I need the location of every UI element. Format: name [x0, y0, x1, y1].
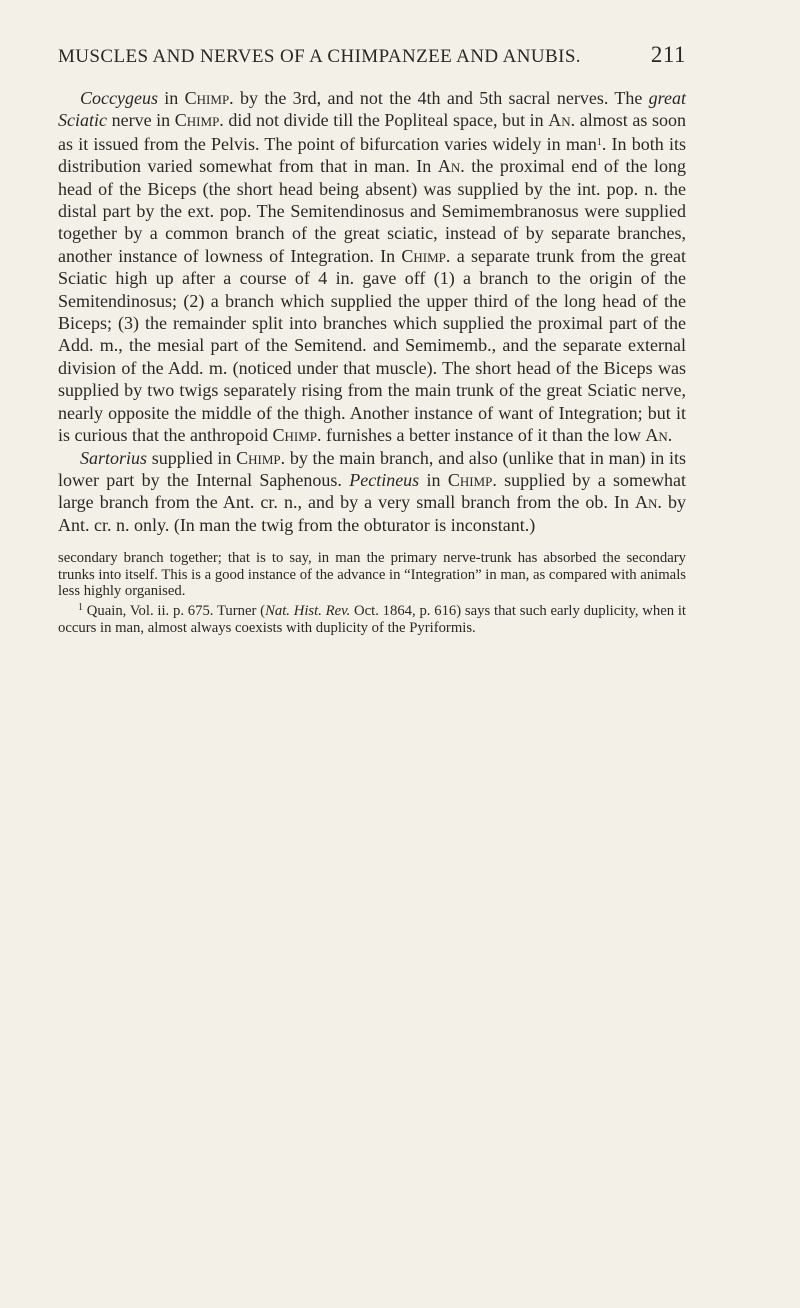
paragraph-sartorius	[58, 447, 686, 537]
text-run: in	[419, 469, 448, 490]
footnote-mark: 1	[78, 601, 83, 613]
term-pectineus: Pectineus	[349, 469, 420, 490]
term-great-sciatic: great Sciatic	[58, 88, 686, 131]
paragraph-coccygeus	[58, 87, 686, 447]
running-title: MUSCLES AND NERVES OF A CHIMPANZEE AND ANUBIS.	[58, 46, 581, 67]
page-number: 211	[650, 42, 686, 67]
term-coccygeus: Coccygeus	[80, 88, 158, 108]
text-run: in	[157, 88, 185, 108]
text-run: did not divide till the Popliteal space, but in	[223, 110, 549, 131]
abbr-chimp: Chimp.	[174, 110, 224, 131]
text-run: Oct. 1864, p. 616) says that such early duplicity, when it occurs in man, almost always coexists with duplicity of the Pyriformis.	[58, 602, 687, 636]
book-page	[58, 40, 686, 636]
text-run: by Ant. cr. n. only. (In man the twig from the obturator is inconstant.)	[58, 492, 686, 535]
text-run: by the 3rd, and not the 4th and 5th sacral nerves. The	[233, 88, 649, 108]
footnotes	[58, 550, 686, 636]
journal-title: Nat. Hist. Rev.	[265, 602, 351, 619]
abbr-anubis: An.	[548, 110, 576, 131]
abbr-chimp: Chimp.	[272, 425, 322, 446]
abbr-anubis: An.	[635, 492, 662, 513]
abbr-chimp: Chimp.	[184, 88, 234, 108]
text-run: supplied in	[147, 447, 237, 468]
text-run: almost as soon as it issued from the Pelvis. The point of bifurcation varies widely in man	[58, 110, 686, 154]
abbr-chimp: Chimp.	[236, 447, 286, 468]
abbr-anubis: An.	[645, 425, 673, 446]
abbr-chimp: Chimp.	[401, 245, 451, 266]
text-run: the proximal end of the long head of the Biceps (the short head being absent) was supplied by the int. pop. n. the distal part by the ext. pop. The Semitendinosus and Semimembranosus were supplied together by a common branch of the great sciatic, instead of by separate branches, another instance of lowness of Integration. In	[58, 156, 686, 266]
abbr-chimp: Chimp.	[447, 469, 497, 490]
footnote-1	[58, 600, 686, 636]
footnote-continued: secondary branch together; that is to say, in man the primary nerve-trunk has absorbed the secondary trunks into itself. This is a good instance of the advance in “Integration” in man, as compared with animals less highly organised.	[58, 550, 686, 600]
abbr-anubis: An.	[437, 156, 465, 177]
running-head	[58, 40, 686, 74]
text-run: . In both its distribution varied somewhat from that in man. In	[58, 133, 686, 177]
text-run: nerve in	[106, 110, 175, 131]
body-text	[58, 87, 686, 536]
text-run: furnishes a better instance of it than the low	[321, 425, 646, 446]
text-run: a separate trunk from the great Sciatic high up after a course of 4 in. gave off (1) a branch to the origin of the Semitendinosus; (2) a branch which supplied the upper third of the long head of the Biceps; (3) the remainder split into branches which supplied the proximal part of the Add. m., the mesial part of the Semitend. and Semimemb., and the separate external division of the Add. m. (noticed under that muscle). The short head of the Biceps was supplied by two twigs separately rising from the main trunk of the great Sciatic nerve, nearly opposite the middle of the thigh. Another instance of want of Integration; but it is curious that the anthropoid	[58, 245, 686, 446]
text-run: by the main branch, and also (unlike that in man) in its lower part by the Internal Saphenous.	[58, 447, 686, 490]
text-run: Quain, Vol. ii. p. 675. Turner (	[83, 602, 266, 619]
term-sartorius: Sartorius	[80, 447, 148, 468]
text-run: supplied by a somewhat large branch from the Ant. cr. n., and by a very small branch from the ob. In	[58, 469, 686, 513]
footnote-reference[interactable]: 1	[596, 136, 602, 148]
